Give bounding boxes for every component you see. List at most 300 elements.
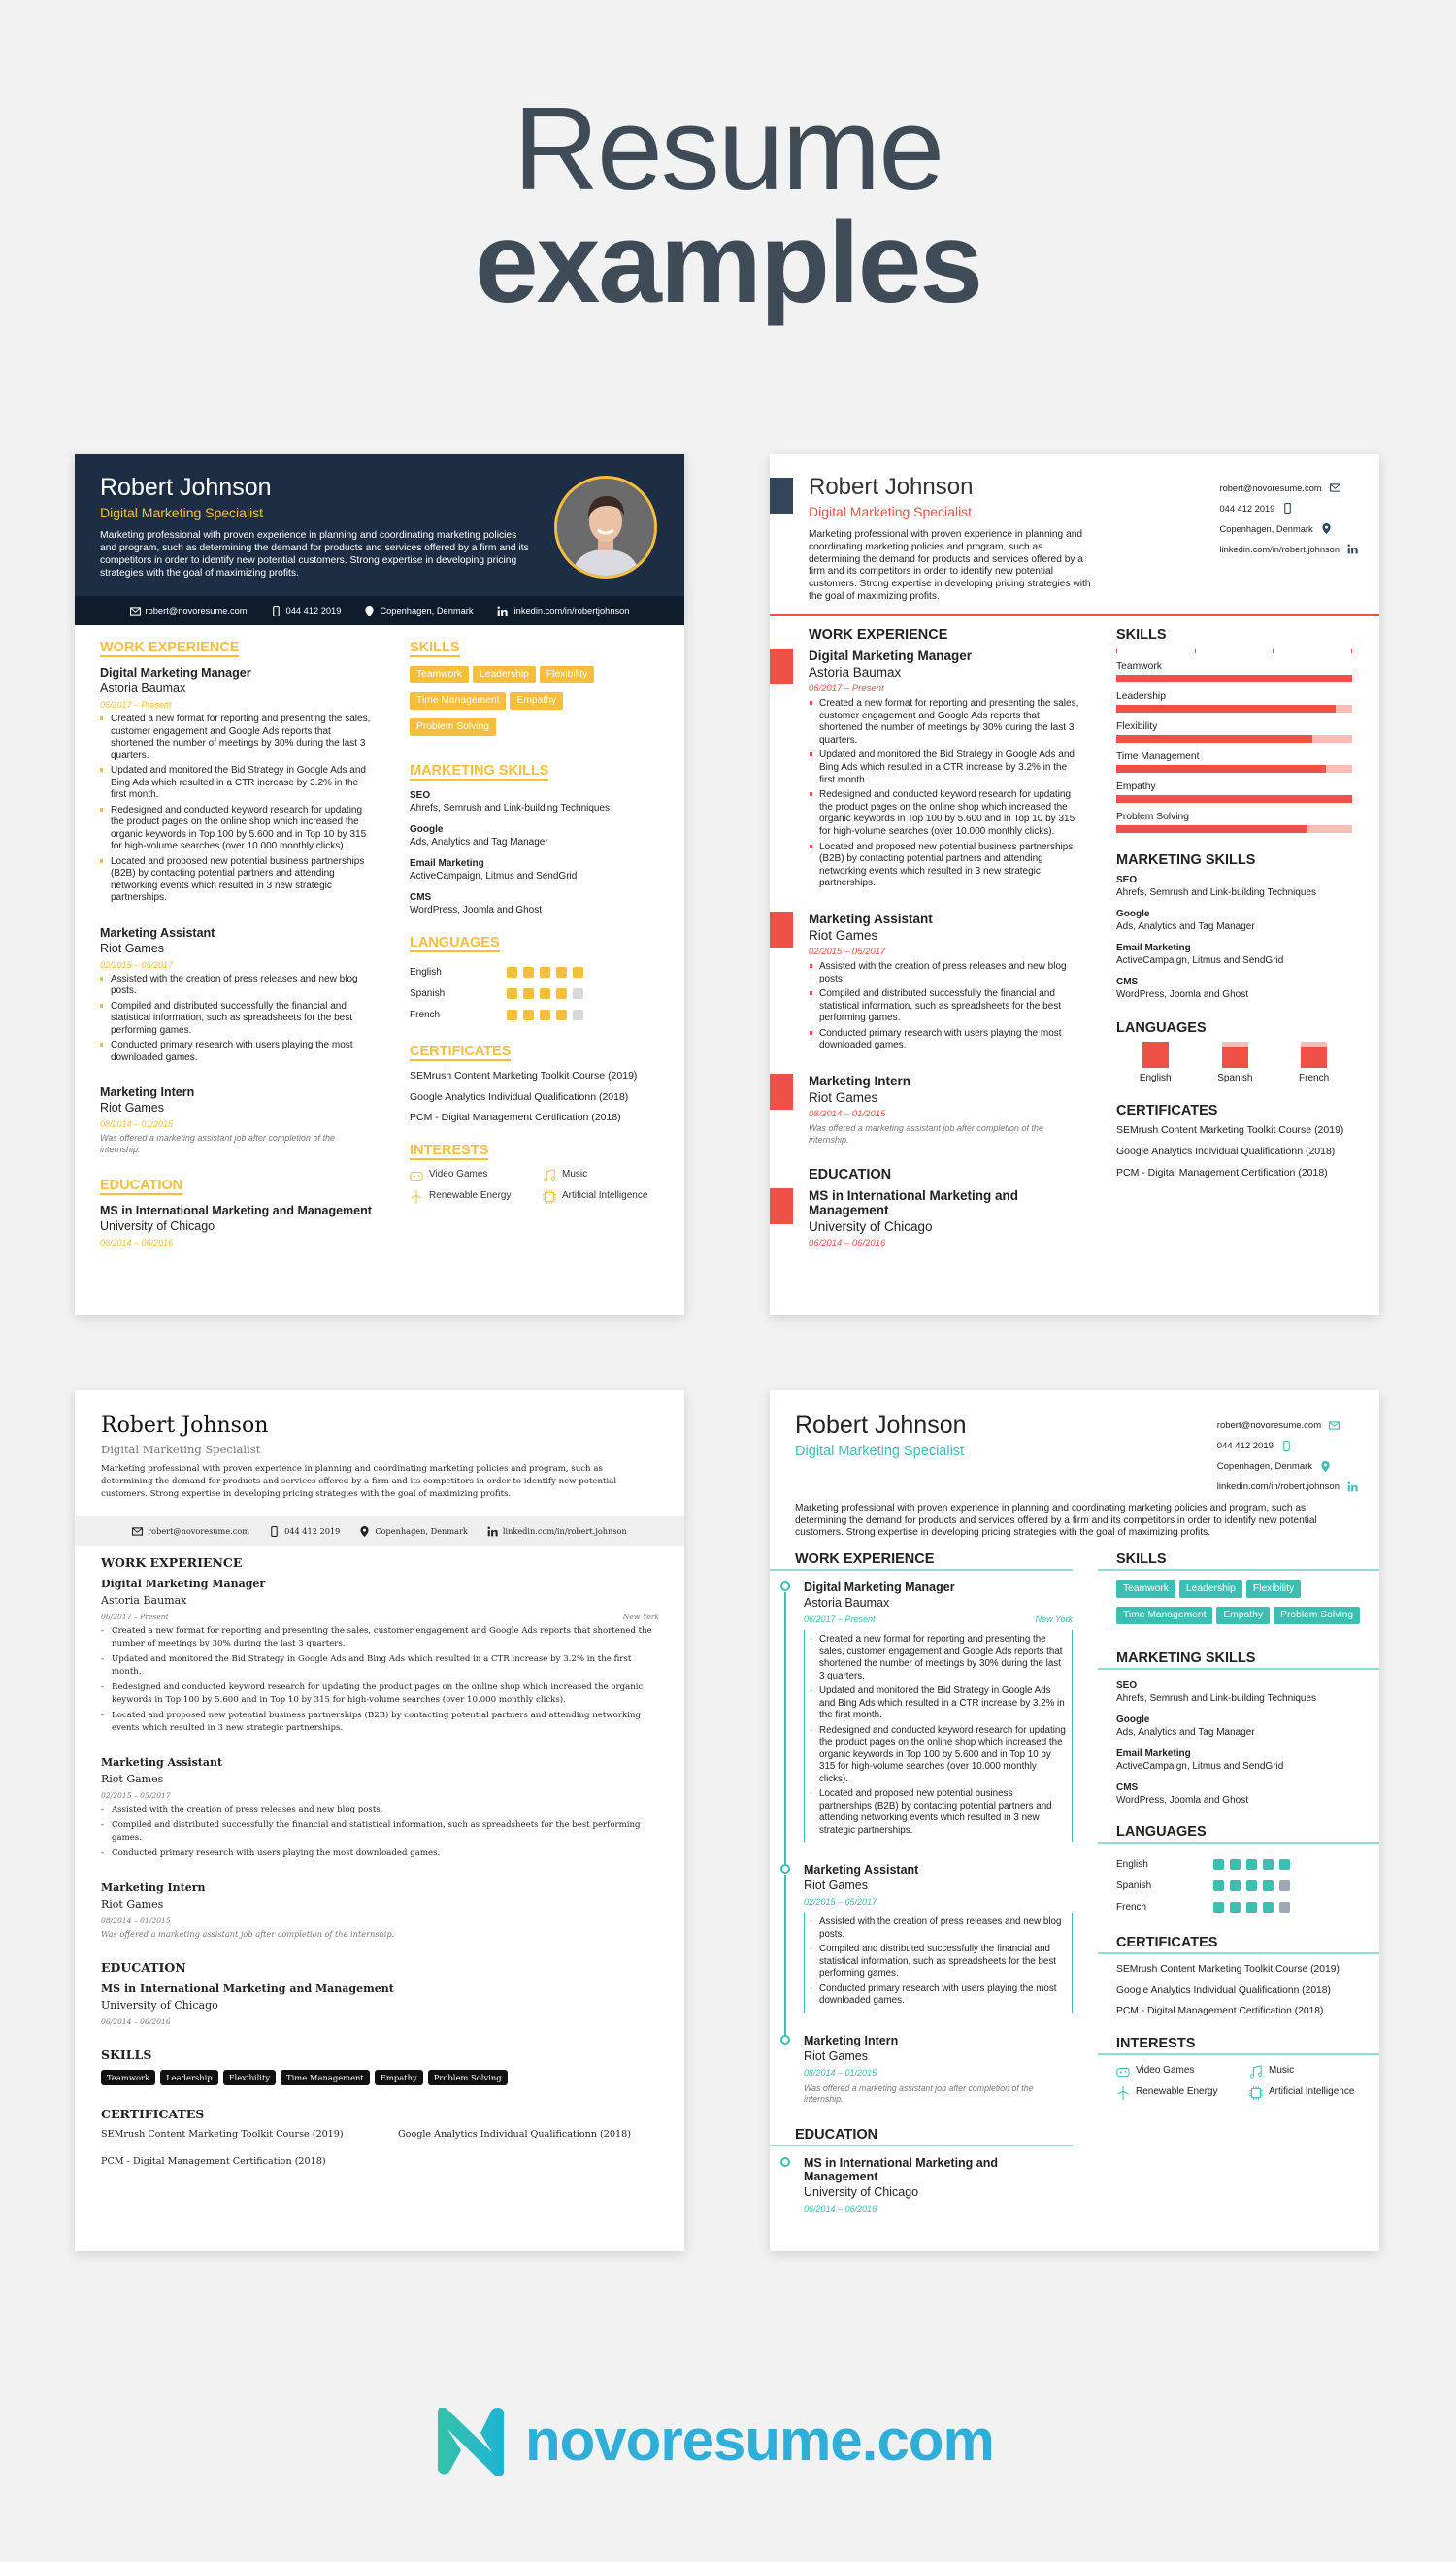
job-dates: 06/2017 – Present <box>100 700 172 710</box>
contact-phone <box>1219 498 1358 518</box>
section-heading-interests: INTERESTS <box>1098 2036 1379 2055</box>
candidate-name: Robert Johnson <box>809 474 974 500</box>
marketing-skill-value: WordPress, Joomla and Ghost <box>410 905 542 915</box>
skill-tags <box>410 666 654 745</box>
section-work <box>809 627 1080 1146</box>
job-note: Was offered a marketing assistant job after completion of the internship. <box>101 1929 395 1939</box>
resume-example-red[interactable] <box>770 454 1379 1315</box>
education-body <box>100 1204 374 1248</box>
rating-dot <box>523 988 534 999</box>
rating-dot <box>1246 1902 1257 1913</box>
rating-dot <box>1213 1902 1224 1913</box>
section-marketing_skills <box>410 762 654 916</box>
phone-icon <box>1282 503 1293 514</box>
section-skills <box>1116 627 1352 833</box>
job-note: Was offered a marketing assistant job after completion of the internship. <box>804 2082 1034 2104</box>
certificate-list <box>410 1070 654 1124</box>
certificate: PCM - Digital Management Certification (2018) <box>101 2156 326 2167</box>
job-title: Marketing Intern <box>804 2033 899 2047</box>
rating-dot <box>1263 1859 1274 1870</box>
job-dates: 08/2014 – 01/2015 <box>804 2067 877 2078</box>
job-bullets <box>100 974 374 1065</box>
marketing-skill <box>1116 942 1352 967</box>
skill-tag: Problem Solving <box>410 718 496 736</box>
rating-dot <box>507 1010 517 1020</box>
rating-dot <box>1279 1880 1290 1891</box>
job-dates-row <box>804 1897 1073 1907</box>
section-heading-education: EDUCATION <box>100 1178 183 1193</box>
section-heading-marketing_skills: MARKETING SKILLS <box>410 763 549 779</box>
marketing-skill-label: Email Marketing <box>1116 1748 1191 1759</box>
skill-bar-fill <box>1116 705 1336 713</box>
resume-example-monochrome[interactable] <box>75 1390 684 2251</box>
job-entry <box>770 1580 1073 1842</box>
location-icon <box>1321 523 1332 534</box>
section-heading-education: EDUCATION <box>101 1960 186 1975</box>
language-name: Spanish <box>410 987 446 999</box>
languages-body <box>1116 1042 1352 1083</box>
timeline-marker <box>780 1864 790 1874</box>
timeline-marker <box>780 1581 790 1591</box>
marketing-skill-value: Ads, Analytics and Tag Manager <box>1116 1727 1255 1738</box>
skill-bar-track <box>1116 675 1352 682</box>
language-rating <box>1213 1902 1290 1913</box>
education-entry <box>770 2156 1073 2213</box>
marketing-skill-value: Ads, Analytics and Tag Manager <box>1116 921 1255 932</box>
skill-tag: Leadership <box>1179 1580 1242 1598</box>
marketing_skills-body <box>410 789 654 916</box>
interest-label: Music <box>1269 2064 1295 2076</box>
language-item <box>1299 1042 1329 1083</box>
interest-item <box>410 1169 543 1182</box>
novoresume-n-icon <box>434 2406 510 2476</box>
contact-linkedin <box>1219 539 1358 559</box>
contact-location <box>364 606 473 616</box>
contact-location-text: Copenhagen, Denmark <box>380 606 474 616</box>
language-blocks <box>1116 1042 1352 1083</box>
job-bullets <box>809 961 1080 1052</box>
candidate-title: Digital Marketing Specialist <box>101 1443 261 1456</box>
skill-tag: Teamwork <box>101 2070 155 2085</box>
language-level-fill <box>1301 1047 1327 1068</box>
work-body <box>101 1578 659 1939</box>
job-title: Marketing Assistant <box>101 1756 223 1769</box>
section-heading-marketing_skills: MARKETING SKILLS <box>1098 1650 1379 1670</box>
job-bullets <box>100 714 374 905</box>
job-bullets <box>804 1630 1073 1842</box>
job-title: Digital Marketing Manager <box>100 666 251 680</box>
marketing-skill <box>1116 1680 1379 1705</box>
section-interests <box>1098 2036 1379 2100</box>
company-name: Riot Games <box>809 1090 878 1106</box>
job-bullet: Compiled and distributed successfully the financial and statistical information, such as spreadsheets for the best performing games. <box>809 988 1080 1025</box>
main-column <box>101 1555 659 2188</box>
job-dates: 02/2015 – 05/2017 <box>100 959 174 970</box>
contact-linkedin <box>487 1526 627 1537</box>
language-rating <box>1213 1859 1290 1870</box>
job-title: Marketing Intern <box>100 1085 195 1099</box>
skill-tag: Empathy <box>510 692 563 710</box>
language-row <box>410 1004 654 1025</box>
marketing-skill-value: Ahrefs, Semrush and Link-building Techniques <box>410 803 611 814</box>
interest-label: Music <box>562 1168 588 1180</box>
marketing-skill <box>1116 874 1352 899</box>
marketing-skill-label: Google <box>1116 909 1150 919</box>
wind-turbine-icon <box>410 1190 423 1204</box>
company-name: Astoria Baumax <box>100 682 186 695</box>
rating-dot <box>1279 1902 1290 1913</box>
email-icon <box>1329 1420 1340 1431</box>
contact-email <box>1219 478 1358 498</box>
job-dates: 06/2017 – Present <box>101 1613 169 1621</box>
section-heading-languages: LANGUAGES <box>410 935 500 950</box>
section-skills <box>101 2047 659 2085</box>
interest-item <box>1116 2086 1249 2100</box>
marketing-skill-label: Email Marketing <box>1116 943 1191 953</box>
skill-tag: Leadership <box>160 2070 218 2085</box>
language-name: English <box>1139 1073 1172 1083</box>
job-dates: 02/2015 – 05/2017 <box>809 946 886 957</box>
rating-dot <box>1230 1880 1241 1891</box>
marketing_skills-body <box>1116 874 1352 1001</box>
left-column <box>100 639 374 1265</box>
skills-body <box>410 666 654 745</box>
interest-list <box>410 1169 654 1204</box>
location-icon <box>359 1526 370 1537</box>
contact-location <box>1219 518 1358 539</box>
candidate-title: Digital Marketing Specialist <box>795 1444 965 1459</box>
music-icon <box>1249 2065 1263 2079</box>
job-dates: 08/2014 – 01/2015 <box>101 1916 171 1925</box>
job-bullet: - Conducted primary research with users playing the most downloaded games. <box>101 1847 659 1860</box>
job-bullet: - Located and proposed new potential business partnerships (B2B) by contacting potential partners and attending networking events which resulted in 3 new strategic partnerships. <box>809 1788 1066 1837</box>
job-title: Marketing Assistant <box>809 911 933 926</box>
section-heading-languages: LANGUAGES <box>1098 1824 1379 1844</box>
music-icon <box>543 1169 556 1182</box>
rating-dot <box>1213 1859 1224 1870</box>
linkedin-icon <box>1347 1481 1358 1492</box>
timeline-marker <box>770 1188 793 1224</box>
language-row <box>1116 1875 1379 1896</box>
skill-tag: Flexibility <box>540 666 594 683</box>
marketing-skill-value: ActiveCampaign, Litmus and SendGrid <box>410 871 578 882</box>
skill-tags <box>1116 1580 1379 1633</box>
skill-name: Time Management <box>1116 751 1200 762</box>
languages-body <box>1098 1853 1379 1917</box>
interest-label: Artificial Intelligence <box>1269 2085 1355 2097</box>
skill-tag: Problem Solving <box>1274 1607 1360 1624</box>
job-location: New York <box>1035 1614 1073 1624</box>
marketing-skill-label: Google <box>1116 1714 1150 1725</box>
job-location: New York <box>622 1613 659 1621</box>
skill-bar-track <box>1116 825 1352 833</box>
education-body <box>101 1982 659 2026</box>
marketing-skill <box>1116 1781 1379 1807</box>
email-icon <box>1330 482 1340 493</box>
job-bullet: Assisted with the creation of press releases and new blog posts. <box>100 974 374 998</box>
gamepad-icon <box>410 1169 423 1182</box>
education-entry <box>809 1188 1080 1248</box>
skill-tag: Time Management <box>281 2070 370 2085</box>
contact-bar <box>75 1516 684 1546</box>
rating-dot <box>1213 1880 1224 1891</box>
skill-bar-track <box>1116 765 1352 773</box>
skill-tag: Flexibility <box>1246 1580 1301 1598</box>
marketing-skill-label: SEO <box>410 790 431 801</box>
skills-body <box>101 2070 659 2085</box>
email-icon <box>132 1526 143 1537</box>
section-heading-skills: SKILLS <box>101 2047 152 2062</box>
company-name: Astoria Baumax <box>101 1594 187 1607</box>
section-heading-work: WORK EXPERIENCE <box>770 1551 1073 1571</box>
rating-dot <box>556 988 567 999</box>
rating-dot <box>556 1010 567 1020</box>
interest-label: Renewable Energy <box>429 1189 512 1201</box>
marketing-skill <box>1116 908 1352 933</box>
candidate-name: Robert Johnson <box>101 1414 269 1438</box>
section-work <box>101 1555 659 1939</box>
language-rating <box>507 988 583 999</box>
job-title: Marketing Assistant <box>100 925 215 940</box>
job-dates: 06/2017 – Present <box>809 683 884 694</box>
skill-tag: Teamwork <box>1116 1580 1175 1598</box>
certificate-list <box>1116 1964 1379 2018</box>
page-title-line2: examples <box>475 199 981 327</box>
education-entry <box>100 1204 374 1248</box>
left-column <box>809 627 1080 1270</box>
certificates-body <box>1116 1124 1352 1180</box>
rating-dot <box>540 967 550 978</box>
section-education <box>100 1177 374 1248</box>
company-name: Astoria Baumax <box>804 1596 890 1610</box>
language-name: Spanish <box>1116 1880 1152 1891</box>
contact-email <box>132 1526 249 1537</box>
scale-tick <box>1351 649 1352 653</box>
skill-bar-item <box>1116 782 1352 803</box>
interest-item <box>1249 2086 1379 2100</box>
skill-bar-item <box>1116 691 1352 713</box>
scale-tick <box>1195 649 1196 653</box>
job-bullet: Created a new format for reporting and presenting the sales, customer engagement and Google Ads reports that shortened the number of meetings by 30% during the last 3 quarters. <box>100 714 374 762</box>
job-bullet: - Redesigned and conducted keyword research for updating the product pages on the online shop which increased the organic keywords in Top 100 by 5.600 and in Top 10 by 315 for high-volume searches (over 10.000 monthly clicks). <box>101 1681 659 1707</box>
interest-item <box>1116 2065 1249 2079</box>
wind-turbine-icon <box>1116 2086 1130 2100</box>
job-dates-row <box>101 1613 659 1621</box>
section-certificates <box>101 2107 659 2167</box>
section-skills <box>1098 1551 1379 1633</box>
certificate-list <box>101 2129 659 2167</box>
contact-location-text: Copenhagen, Denmark <box>1219 523 1313 534</box>
right-column <box>1116 627 1352 1199</box>
job-title: Marketing Assistant <box>804 1863 919 1877</box>
job-note: Was offered a marketing assistant job after completion of the internship. <box>809 1123 1043 1145</box>
job-entry <box>809 649 1080 890</box>
section-education <box>770 2127 1073 2213</box>
rating-dot <box>1230 1902 1241 1913</box>
section-work <box>100 639 374 1155</box>
phone-icon <box>269 1526 280 1537</box>
job-title: Marketing Intern <box>809 1074 911 1089</box>
job-bullet: - Redesigned and conducted keyword research for updating the product pages on the online shop which increased the organic keywords in Top 100 by 5.600 and in Top 10 by 315 for high-volume searches (over 10.000 monthly clicks). <box>809 1725 1066 1786</box>
contact-list <box>1219 478 1358 559</box>
rating-dot <box>1246 1859 1257 1870</box>
job-dates: 08/2014 – 01/2015 <box>100 1119 174 1129</box>
rating-dot <box>1230 1859 1241 1870</box>
job-bullet: Redesigned and conducted keyword research for updating the product pages on the online shop which increased the organic keywords in Top 100 by 5.600 and in Top 10 by 315 for high-volume searches (over 10.000 monthly clicks). <box>809 789 1080 838</box>
marketing-skill <box>1116 1714 1379 1739</box>
language-level-block <box>1222 1042 1248 1068</box>
interests-body <box>1098 2065 1379 2100</box>
edu-dates: 06/2014 – 06/2016 <box>809 1238 886 1249</box>
section-certificates <box>1116 1103 1352 1180</box>
interests-body <box>410 1169 654 1204</box>
timeline-marker <box>780 2157 790 2167</box>
marketing-skill-value: WordPress, Joomla and Ghost <box>1116 989 1248 1000</box>
skill-tag: Time Management <box>410 692 506 710</box>
rating-dot <box>540 988 550 999</box>
contact-bar <box>75 596 684 625</box>
skill-tag: Time Management <box>1116 1607 1212 1624</box>
education-body <box>809 1188 1080 1248</box>
novoresume-logo[interactable] <box>434 2406 994 2476</box>
candidate-name: Robert Johnson <box>795 1412 967 1439</box>
skill-tag: Empathy <box>1216 1607 1270 1624</box>
job-bullet: Created a new format for reporting and presenting the sales, customer engagement and Google Ads reports that shortened the number of meetings by 30% during the last 3 quarters. <box>809 698 1080 747</box>
school: University of Chicago <box>809 1219 933 1235</box>
skill-bar-fill <box>1116 825 1307 833</box>
certificates-body <box>410 1070 654 1124</box>
phone-icon <box>1281 1441 1292 1451</box>
job-entry <box>100 1085 374 1155</box>
contact-phone-text: 044 412 2019 <box>285 606 342 616</box>
skills-body <box>1098 1580 1379 1633</box>
marketing-skill-value: Ahrefs, Semrush and Link-building Techniques <box>1116 887 1317 898</box>
interest-list <box>1116 2065 1379 2100</box>
job-bullet: Updated and monitored the Bid Strategy in Google Ads and Bing Ads which resulted in a CTR increase by 3.2% in the first month. <box>809 749 1080 786</box>
job-bullet: Conducted primary research with users playing the most downloaded games. <box>100 1040 374 1064</box>
rating-dot <box>507 967 517 978</box>
language-name: French <box>1116 1901 1147 1913</box>
contact-location <box>359 1526 467 1537</box>
summary: Marketing professional with proven experience in planning and coordinating marketing policies and program, such as determining the demand for products and services offered by a firm and its competitors in order to identify new potential customers. Strong expertise in developing pricing strategies with the goal of maximizing profits. <box>101 1464 617 1499</box>
candidate-title: Digital Marketing Specialist <box>809 504 973 519</box>
degree: MS in International Marketing and Management <box>809 1188 1019 1218</box>
section-heading-skills: SKILLS <box>1098 1551 1379 1571</box>
right-column <box>1098 1551 1379 2117</box>
section-education <box>101 1960 659 2026</box>
contact-email-text: robert@novoresume.com <box>148 1526 250 1536</box>
degree: MS in International Marketing and Management <box>100 1204 372 1217</box>
edu-dates: 06/2014 – 06/2016 <box>100 1238 174 1248</box>
job-title: Digital Marketing Manager <box>101 1578 266 1590</box>
section-certificates <box>1098 1935 1379 2018</box>
contact-list <box>1217 1415 1358 1497</box>
certificate: SEMrush Content Marketing Toolkit Course (2019) <box>1116 1964 1340 1975</box>
company-name: Riot Games <box>100 941 164 955</box>
header-divider <box>770 614 1379 616</box>
section-marketing_skills <box>1116 852 1352 1001</box>
section-heading-interests: INTERESTS <box>410 1142 489 1158</box>
edu-dates: 06/2014 – 06/2016 <box>101 2017 171 2026</box>
profile-photo <box>554 476 657 579</box>
skill-name: Teamwork <box>1116 661 1162 672</box>
job-entry <box>770 1863 1073 2013</box>
certificate: SEMrush Content Marketing Toolkit Course (2019) <box>101 2129 344 2140</box>
job-bullet: Redesigned and conducted keyword research for updating the product pages on the online shop which increased the organic keywords in Top 100 by 5.600 and in Top 10 by 315 for high-volume searches (over 10.000 monthly clicks). <box>100 805 374 853</box>
section-languages <box>1098 1824 1379 1917</box>
linkedin-icon <box>1347 544 1358 554</box>
scale-tick <box>1116 649 1117 653</box>
skill-bar-item <box>1116 721 1352 743</box>
skill-name: Leadership <box>1116 691 1166 702</box>
certificate: Google Analytics Individual Qualificationn (2018) <box>1116 1984 1331 1996</box>
language-row <box>1116 1853 1379 1875</box>
job-entry <box>101 1578 659 1735</box>
skill-bar-fill <box>1116 735 1312 743</box>
section-heading-education: EDUCATION <box>770 2127 1073 2146</box>
marketing-skill-label: CMS <box>1116 977 1139 987</box>
contact-phone-text: 044 412 2019 <box>1216 1441 1274 1451</box>
interest-label: Renewable Energy <box>1136 2085 1218 2097</box>
marketing-skill-value: ActiveCampaign, Litmus and SendGrid <box>1116 955 1284 966</box>
phone-icon <box>271 606 281 616</box>
company-name: Riot Games <box>101 1773 164 1785</box>
language-rating <box>507 1010 583 1020</box>
skill-bar-track <box>1116 735 1352 743</box>
scale-tick <box>1273 649 1274 653</box>
company-name: Riot Games <box>804 2048 868 2063</box>
skill-tag: Teamwork <box>410 666 469 683</box>
marketing-skill-label: CMS <box>1116 1782 1139 1793</box>
section-education <box>809 1167 1080 1248</box>
company-name: Riot Games <box>101 1898 164 1911</box>
contact-phone <box>1217 1436 1358 1456</box>
skill-name: Problem Solving <box>1116 812 1189 822</box>
resume-example-teal[interactable] <box>770 1390 1379 2251</box>
marketing-skill-label: Email Marketing <box>410 858 484 869</box>
skill-tags <box>101 2070 659 2085</box>
resume-example-navy-yellow[interactable] <box>75 454 684 1315</box>
certificate: PCM - Digital Management Certification (2018) <box>1116 1167 1328 1179</box>
marketing-skill <box>410 823 654 848</box>
certificate: Google Analytics Individual Qualificationn (2018) <box>410 1090 629 1103</box>
language-name: English <box>1116 1858 1148 1870</box>
certificate: Google Analytics Individual Qualificationn (2018) <box>398 2129 631 2140</box>
language-name: Spanish <box>1217 1073 1253 1083</box>
page-title-line1: Resume <box>513 83 943 215</box>
certificate-list <box>1116 1124 1352 1180</box>
rating-dot <box>1246 1880 1257 1891</box>
interest-label: Artificial Intelligence <box>562 1189 648 1201</box>
skill-bar-track <box>1116 795 1352 803</box>
job-bullet: Updated and monitored the Bid Strategy in Google Ads and Bing Ads which resulted in a CTR increase by 3.2% in the first month. <box>100 765 374 802</box>
certificate: PCM - Digital Management Certification (2018) <box>410 1112 621 1123</box>
degree: MS in International Marketing and Management <box>101 1982 394 1995</box>
section-heading-skills: SKILLS <box>410 640 460 655</box>
interest-item <box>543 1169 654 1182</box>
job-bullet: Assisted with the creation of press releases and new blog posts. <box>809 961 1080 985</box>
contact-location <box>1217 1456 1358 1477</box>
job-bullets <box>101 1804 659 1860</box>
contact-email <box>130 606 248 616</box>
skill-bar-item <box>1116 661 1352 682</box>
interest-label: Video Games <box>429 1168 488 1180</box>
job-dates-row <box>804 2068 1073 2078</box>
language-item <box>1217 1042 1252 1083</box>
marketing-skill <box>410 891 654 916</box>
contact-email <box>1217 1415 1358 1436</box>
language-item <box>1140 1042 1172 1083</box>
